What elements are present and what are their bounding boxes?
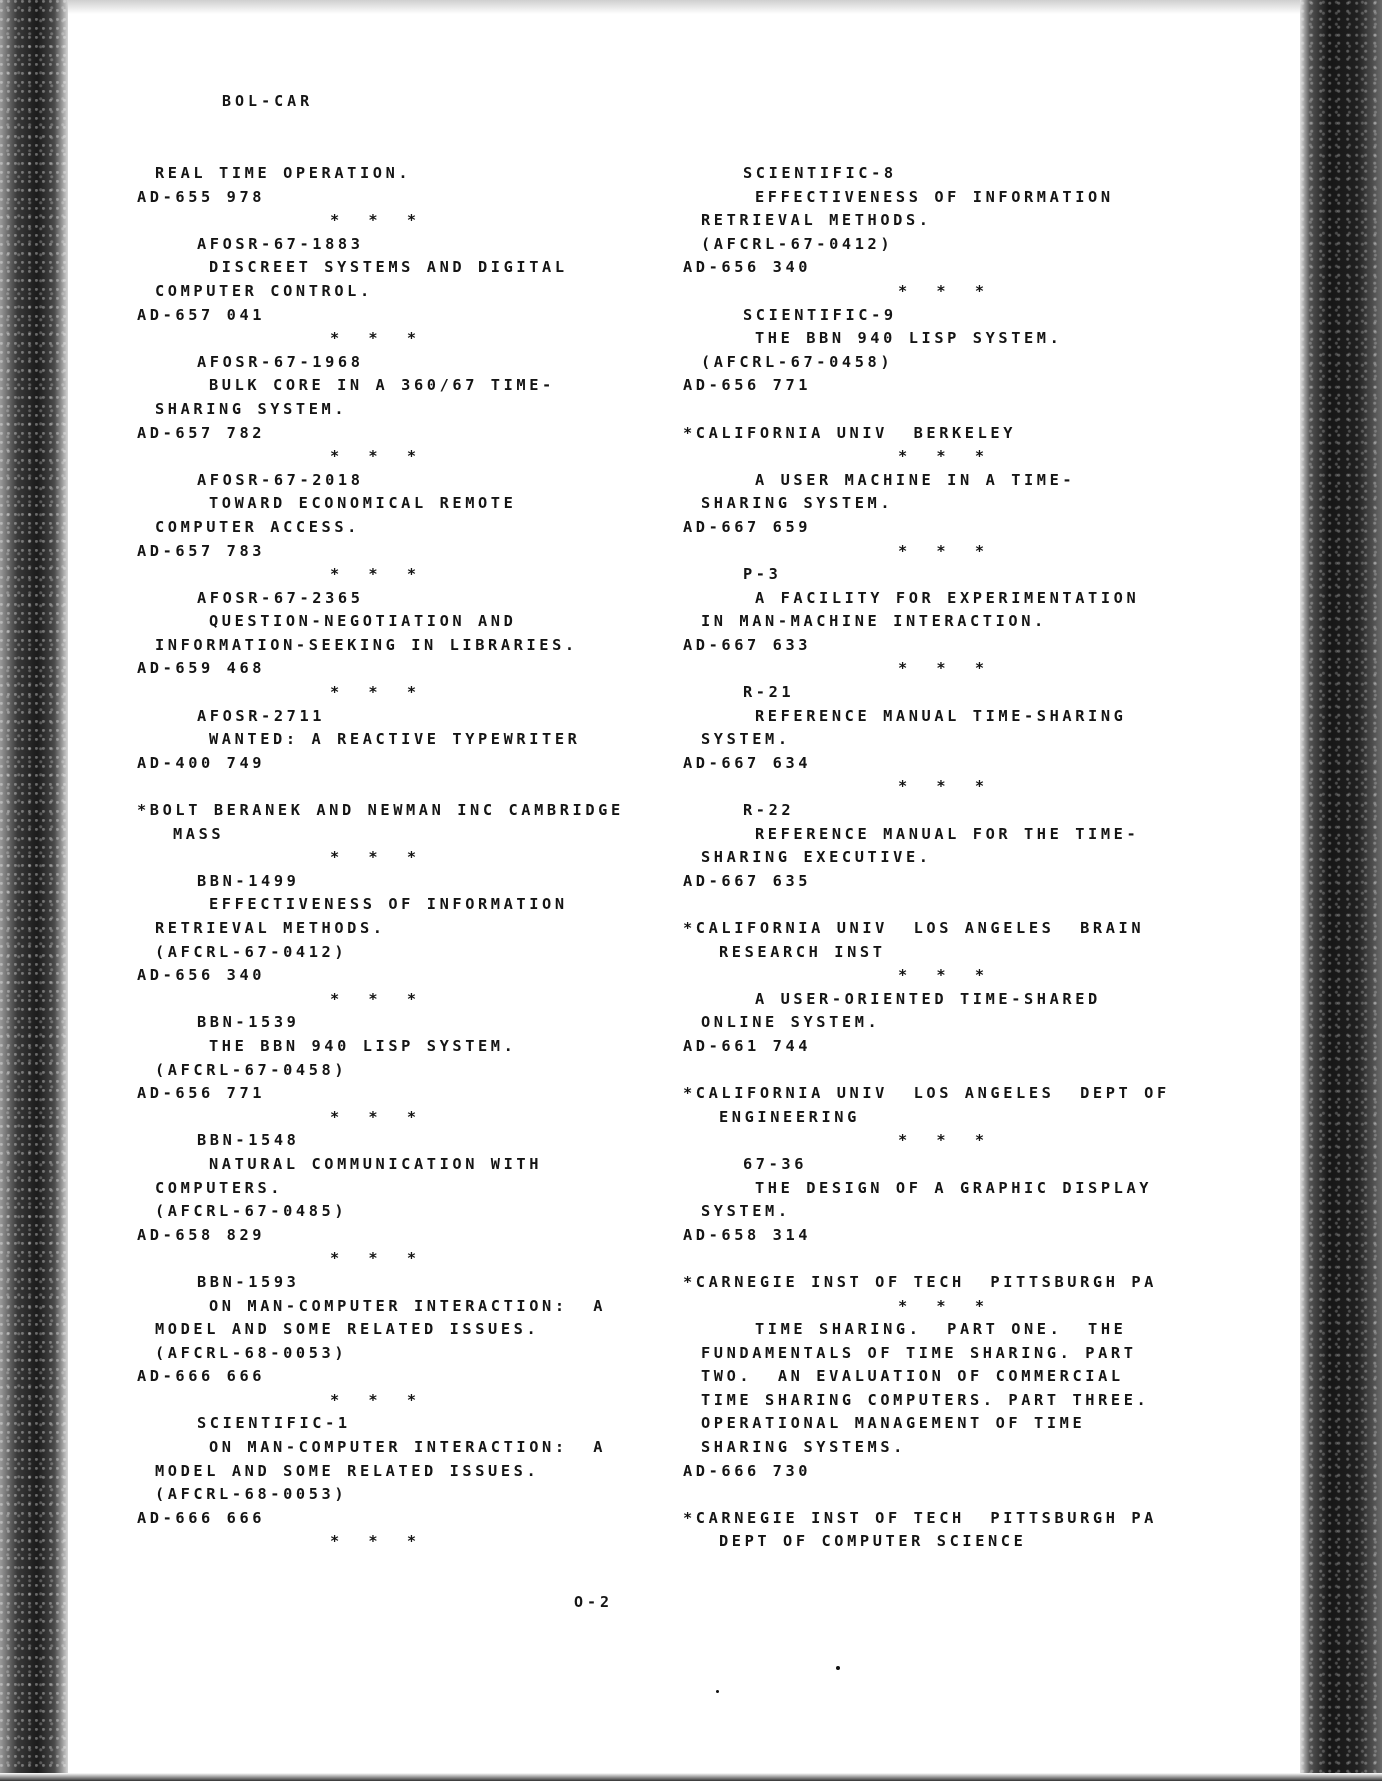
entry-text-line: INFORMATION-SEEKING IN LIBRARIES. xyxy=(155,635,578,654)
entry-text-line: ENGINEERING xyxy=(719,1107,860,1126)
entry-text-line: TWO. AN EVALUATION OF COMMERCIAL xyxy=(701,1367,1124,1386)
scan-top-edge xyxy=(0,0,1382,14)
entry-text-line: SCIENTIFIC-9 xyxy=(743,305,897,324)
entry-text-line: QUESTION-NEGOTIATION AND xyxy=(209,612,517,631)
entry-text-line: (AFCRL-67-0412) xyxy=(701,234,894,253)
entry-text-line: OPERATIONAL MANAGEMENT OF TIME xyxy=(701,1414,1086,1433)
right-column xyxy=(683,162,1170,1554)
entry-separator: * * * xyxy=(898,659,995,678)
entry-text-line: AFOSR-67-1968 xyxy=(197,352,364,371)
entry-text-line: SHARING SYSTEM. xyxy=(701,494,894,513)
entry-text-line: REFERENCE MANUAL FOR THE TIME- xyxy=(755,824,1140,843)
entry-text-line: R-22 xyxy=(743,801,795,820)
entry-text-line: MODEL AND SOME RELATED ISSUES. xyxy=(155,1320,540,1339)
entry-text-line: AFOSR-67-2018 xyxy=(197,470,364,489)
entry-separator: * * * xyxy=(330,447,427,466)
entry-separator: * * * xyxy=(898,1296,995,1315)
left-column xyxy=(137,162,624,1554)
spacer xyxy=(683,398,1170,422)
page-number: O-2 xyxy=(574,1593,614,1611)
ad-number: AD-667 659 xyxy=(683,517,812,536)
organization-heading: *CALIFORNIA UNIV LOS ANGELES BRAIN xyxy=(683,919,1145,937)
entry-separator: * * * xyxy=(898,777,995,796)
entry-text-line: BBN-1548 xyxy=(197,1131,300,1150)
entry-text-line: ONLINE SYSTEM. xyxy=(701,1013,881,1032)
entry-text-line: TIME SHARING. PART ONE. THE xyxy=(755,1320,1127,1339)
entry-text-line: RETRIEVAL METHODS. xyxy=(155,919,386,937)
entry-text-line: BBN-1593 xyxy=(197,1272,300,1291)
scan-right-edge xyxy=(1300,0,1382,1781)
entry-text-line: REFERENCE MANUAL TIME-SHARING xyxy=(755,706,1127,725)
ad-number: AD-667 634 xyxy=(683,753,812,772)
scan-bottom-edge xyxy=(0,1773,1382,1781)
organization-heading: *BOLT BERANEK AND NEWMAN INC CAMBRIDGE xyxy=(137,801,624,820)
entry-separator: * * * xyxy=(330,683,427,702)
entry-separator: * * * xyxy=(330,1532,427,1551)
organization-heading: *CALIFORNIA UNIV BERKELEY xyxy=(683,423,1017,442)
entry-separator: * * * xyxy=(330,211,427,230)
ad-number: AD-658 314 xyxy=(683,1225,812,1244)
ad-number: AD-657 783 xyxy=(137,541,266,560)
spacer xyxy=(683,893,1170,917)
ad-number: AD-656 771 xyxy=(683,376,812,395)
scan-speck xyxy=(716,1690,719,1693)
entry-separator: * * * xyxy=(898,281,995,300)
entry-text-line: SYSTEM. xyxy=(701,1202,791,1221)
entry-text-line: AFOSR-2711 xyxy=(197,706,326,725)
entry-text-line: SHARING EXECUTIVE. xyxy=(701,848,932,867)
entry-separator: * * * xyxy=(330,1249,427,1268)
entry-text-line: THE BBN 940 LISP SYSTEM. xyxy=(755,329,1063,348)
entry-text-line: SHARING SYSTEMS. xyxy=(701,1438,906,1457)
organization-heading: *CARNEGIE INST OF TECH PITTSBURGH PA xyxy=(683,1272,1157,1291)
scan-speck xyxy=(836,1666,840,1670)
entry-text-line: (AFCRL-67-0458) xyxy=(155,1060,348,1079)
entry-separator: * * * xyxy=(330,329,427,348)
entry-text-line: EFFECTIVENESS OF INFORMATION xyxy=(209,895,568,914)
spacer xyxy=(683,1247,1170,1271)
ad-number: AD-656 340 xyxy=(683,258,812,277)
entry-separator: * * * xyxy=(898,966,995,985)
entry-text-line: BBN-1539 xyxy=(197,1013,300,1032)
entry-text-line: MASS xyxy=(173,824,225,843)
entry-text-line: ON MAN-COMPUTER INTERACTION: A xyxy=(209,1296,607,1315)
ad-number: AD-666 730 xyxy=(683,1461,812,1480)
entry-text-line: P-3 xyxy=(743,565,782,584)
entry-text-line: DEPT OF COMPUTER SCIENCE xyxy=(719,1532,1027,1551)
ad-number: AD-657 041 xyxy=(137,305,266,324)
entry-separator: * * * xyxy=(898,447,995,466)
entry-text-line: DISCREET SYSTEMS AND DIGITAL xyxy=(209,258,568,277)
entry-text-line: RESEARCH INST xyxy=(719,942,886,961)
entry-text-line: TOWARD ECONOMICAL REMOTE xyxy=(209,494,517,513)
entry-text-line: WANTED: A REACTIVE TYPEWRITER xyxy=(209,730,581,749)
entry-text-line: SHARING SYSTEM. xyxy=(155,399,348,418)
entry-separator: * * * xyxy=(898,541,995,560)
ad-number: AD-657 782 xyxy=(137,423,266,442)
entry-text-line: (AFCRL-67-0485) xyxy=(155,1202,348,1221)
spacer xyxy=(683,1059,1170,1083)
ad-number: AD-656 340 xyxy=(137,966,266,985)
ad-number: AD-661 744 xyxy=(683,1036,812,1055)
entry-separator: * * * xyxy=(898,1131,995,1150)
ad-number: AD-667 633 xyxy=(683,635,812,654)
entry-text-line: COMPUTERS. xyxy=(155,1178,284,1197)
entry-text-line: THE BBN 940 LISP SYSTEM. xyxy=(209,1036,517,1055)
entry-text-line: A FACILITY FOR EXPERIMENTATION xyxy=(755,588,1140,607)
entry-text-line: A USER MACHINE IN A TIME- xyxy=(755,470,1076,489)
organization-heading: *CALIFORNIA UNIV LOS ANGELES DEPT OF xyxy=(683,1084,1170,1103)
entry-separator: * * * xyxy=(330,848,427,867)
entry-text-line: (AFCRL-68-0053) xyxy=(155,1343,348,1362)
entry-separator: * * * xyxy=(330,1390,427,1409)
entry-separator: * * * xyxy=(330,1107,427,1126)
entry-text-line: COMPUTER CONTROL. xyxy=(155,281,373,300)
entry-separator: * * * xyxy=(330,989,427,1008)
running-header: BOL-CAR xyxy=(222,92,314,110)
entry-text-line: BULK CORE IN A 360/67 TIME- xyxy=(209,376,555,395)
entry-text-line: IN MAN-MACHINE INTERACTION. xyxy=(701,612,1047,631)
entry-text-line: FUNDAMENTALS OF TIME SHARING. PART xyxy=(701,1343,1137,1362)
entry-text-line: AFOSR-67-2365 xyxy=(197,588,364,607)
entry-text-line: TIME SHARING COMPUTERS. PART THREE. xyxy=(701,1390,1150,1409)
entry-text-line: NATURAL COMMUNICATION WITH xyxy=(209,1154,543,1173)
entry-text-line: (AFCRL-68-0053) xyxy=(155,1485,348,1504)
ad-number: AD-400 749 xyxy=(137,753,266,772)
organization-heading: *CARNEGIE INST OF TECH PITTSBURGH PA xyxy=(683,1508,1157,1527)
ad-number: AD-666 666 xyxy=(137,1508,266,1527)
entry-text-line: SCIENTIFIC-8 xyxy=(743,164,897,182)
entry-text-line: AFOSR-67-1883 xyxy=(197,234,364,253)
entry-text-line: R-21 xyxy=(743,683,795,702)
entry-text-line: ON MAN-COMPUTER INTERACTION: A xyxy=(209,1438,607,1457)
ad-number: AD-659 468 xyxy=(137,659,266,678)
ad-number: AD-656 771 xyxy=(137,1084,266,1103)
ad-number: AD-658 829 xyxy=(137,1225,266,1244)
entry-text-line: SCIENTIFIC-1 xyxy=(197,1414,351,1433)
entry-text-line: COMPUTER ACCESS. xyxy=(155,517,360,536)
entry-text-line: EFFECTIVENESS OF INFORMATION xyxy=(755,187,1114,206)
entry-text-line: 67-36 xyxy=(743,1154,808,1173)
entry-text-line: REAL TIME OPERATION. xyxy=(155,164,412,182)
scan-left-edge xyxy=(0,0,68,1781)
entry-text-line: RETRIEVAL METHODS. xyxy=(701,211,932,230)
entry-text-line: (AFCRL-67-0412) xyxy=(155,942,348,961)
entry-text-line: A USER-ORIENTED TIME-SHARED xyxy=(755,989,1101,1008)
entry-text-line: THE DESIGN OF A GRAPHIC DISPLAY xyxy=(755,1178,1153,1197)
entry-text-line: MODEL AND SOME RELATED ISSUES. xyxy=(155,1461,540,1480)
entry-separator: * * * xyxy=(330,565,427,584)
ad-number: AD-666 666 xyxy=(137,1367,266,1386)
entry-text-line: (AFCRL-67-0458) xyxy=(701,352,894,371)
ad-number: AD-655 978 xyxy=(137,187,266,206)
spacer xyxy=(683,1483,1170,1507)
entry-text-line: SYSTEM. xyxy=(701,730,791,749)
ad-number: AD-667 635 xyxy=(683,871,812,890)
entry-text-line: BBN-1499 xyxy=(197,871,300,890)
spacer xyxy=(137,775,624,799)
